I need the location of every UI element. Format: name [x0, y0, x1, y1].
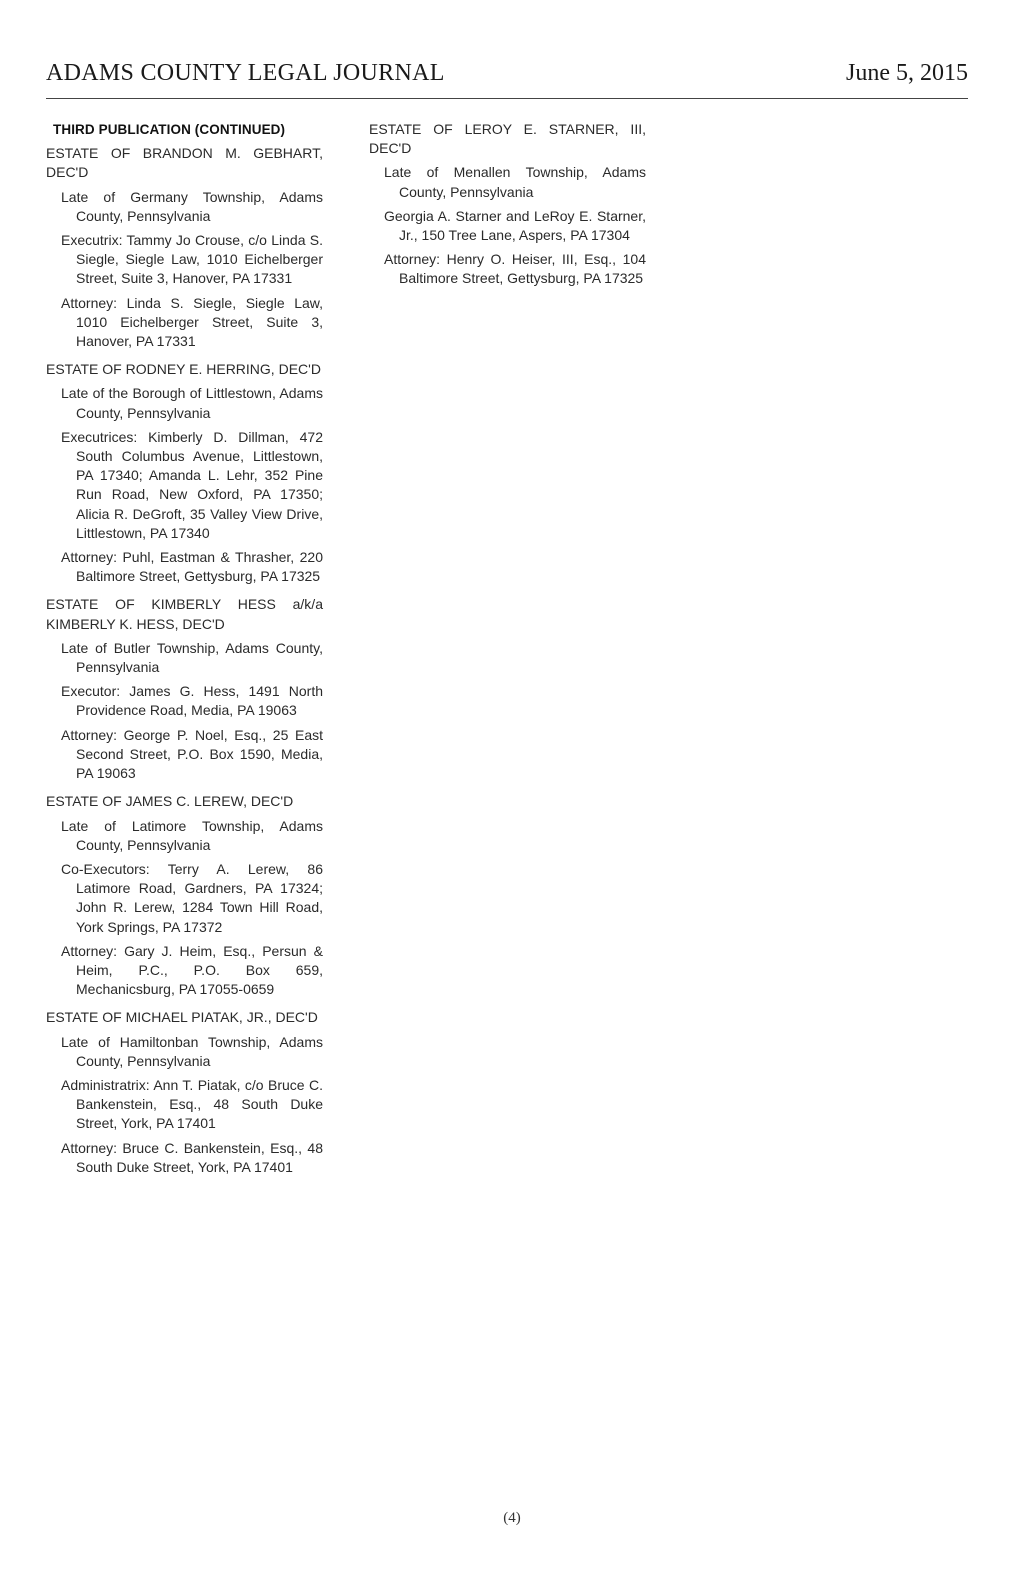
estate-name: ESTATE OF LEROY E. STARNER, III, DEC'D	[369, 121, 646, 157]
left-column	[46, 120, 323, 1186]
estate-attorney: Attorney: George P. Noel, Esq., 25 East Second Street, P.O. Box 1590, Media, PA 19063	[61, 726, 323, 782]
right-estate-list	[369, 120, 646, 289]
issue-date: June 5, 2015	[846, 60, 968, 86]
page-number: (4)	[503, 1510, 521, 1526]
estate-attorney: Attorney: Bruce C. Bankenstein, Esq., 48 South Duke Street, York, PA 17401	[61, 1139, 323, 1175]
estate-name: ESTATE OF MICHAEL PIATAK, JR., DEC'D	[46, 1009, 318, 1026]
estate-residence: Late of Hamiltonban Township, Adams County, Pennsylvania	[61, 1033, 323, 1069]
estate-notice	[46, 792, 323, 999]
estate-attorney: Attorney: Henry O. Heiser, III, Esq., 104 Baltimore Street, Gettysburg, PA 17325	[384, 251, 646, 287]
estate-representative: Executrices: Kimberly D. Dillman, 472 South Columbus Avenue, Littlestown, PA 17340; Amanda L. Lehr, 352 Pine Run Road, New Oxford, PA 17350; Alicia R. DeGroft, 35 Valley View Drive, Littlestown, PA 17340	[61, 428, 323, 541]
estate-residence: Late of Germany Township, Adams County, Pennsylvania	[61, 188, 323, 224]
estate-notice	[46, 1008, 323, 1177]
estate-representative: Executor: James G. Hess, 1491 North Providence Road, Media, PA 19063	[61, 683, 323, 719]
estate-representative: Executrix: Tammy Jo Crouse, c/o Linda S. Siegle, Siegle Law, 1010 Eichelberger Street, Suite 3, Hanover, PA 17331	[61, 232, 323, 287]
journal-title: ADAMS COUNTY LEGAL JOURNAL	[46, 60, 445, 86]
estate-representative: Administratrix: Ann T. Piatak, c/o Bruce C. Bankenstein, Esq., 48 South Duke Street, York, PA 17401	[61, 1076, 323, 1132]
estate-attorney: Attorney: Linda S. Siegle, Siegle Law, 1010 Eichelberger Street, Suite 3, Hanover, PA 17331	[61, 294, 323, 350]
estate-representative: Co-Executors: Terry A. Lerew, 86 Latimore Road, Gardners, PA 17324; John R. Lerew, 1284 Town Hill Road, York Springs, PA 17372	[61, 860, 323, 935]
estate-residence: Late of Latimore Township, Adams County, Pennsylvania	[61, 817, 323, 853]
estate-notice	[46, 144, 323, 351]
left-estate-list	[46, 144, 323, 1177]
estate-residence: Late of Butler Township, Adams County, Pennsylvania	[61, 639, 323, 676]
estate-notice	[46, 360, 323, 586]
estate-representative: Georgia A. Starner and LeRoy E. Starner, Jr., 150 Tree Lane, Aspers, PA 17304	[384, 207, 646, 244]
estate-notice	[46, 595, 323, 783]
masthead	[46, 58, 968, 99]
estate-name: ESTATE OF RODNEY E. HERRING, DEC'D	[46, 361, 321, 378]
estate-attorney: Attorney: Puhl, Eastman & Thrasher, 220 Baltimore Street, Gettysburg, PA 17325	[61, 549, 323, 585]
estate-notice	[369, 120, 646, 289]
section-heading: THIRD PUBLICATION (CONTINUED)	[53, 122, 286, 137]
estate-residence: Late of the Borough of Littlestown, Adams County, Pennsylvania	[61, 385, 323, 421]
estate-name: ESTATE OF JAMES C. LEREW, DEC'D	[46, 793, 294, 810]
estate-name: ESTATE OF KIMBERLY HESS a/k/a KIMBERLY K. HESS, DEC'D	[46, 596, 323, 632]
estate-name: ESTATE OF BRANDON M. GEBHART, DEC'D	[46, 145, 323, 181]
estate-attorney: Attorney: Gary J. Heim, Esq., Persun & Heim, P.C., P.O. Box 659, Mechanicsburg, PA 17055-0659	[61, 942, 323, 998]
right-column	[369, 120, 646, 298]
estate-residence: Late of Menallen Township, Adams County, Pennsylvania	[384, 164, 646, 200]
